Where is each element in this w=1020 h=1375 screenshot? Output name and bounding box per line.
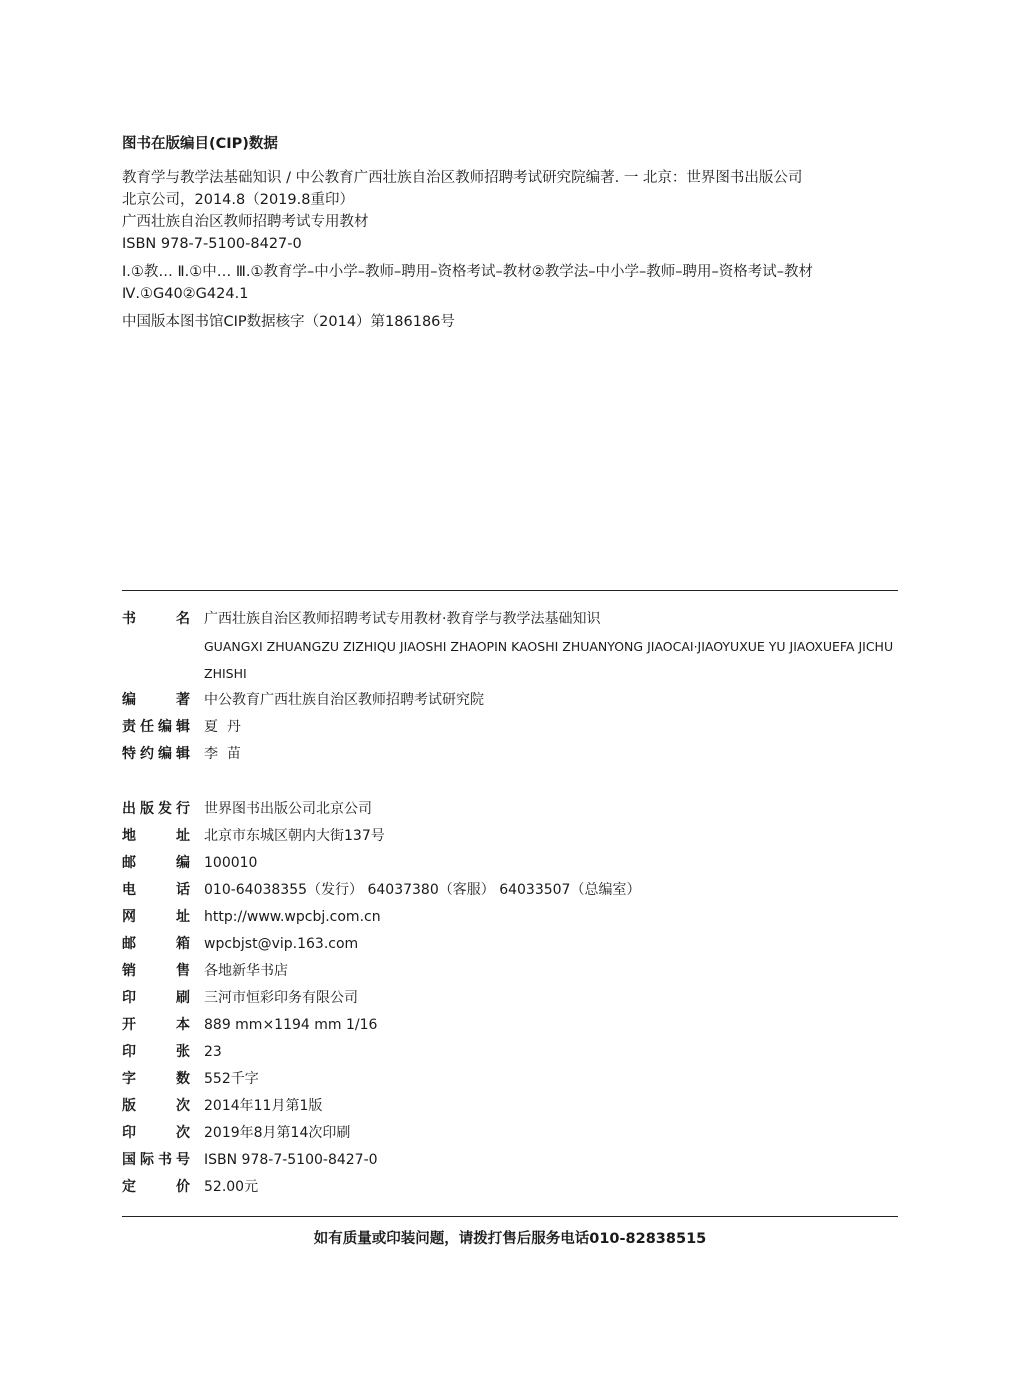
cip-title: 图书在版编目(CIP)数据 bbox=[122, 136, 278, 152]
publishing-value: 2014年11月第1版 bbox=[204, 1098, 323, 1114]
service-hotline: 如有质量或印装问题，请拨打售后服务电话010-82838515 bbox=[313, 1231, 707, 1247]
cip-record-number: 中国版本图书馆CIP数据核字（2014）第186186号 bbox=[122, 314, 455, 330]
publishing-label: 印 次 bbox=[122, 1125, 190, 1141]
publishing-row bbox=[122, 904, 898, 931]
publishing-value: 52.00元 bbox=[204, 1179, 259, 1195]
publishing-value: 100010 bbox=[204, 855, 258, 871]
publishing-row bbox=[122, 931, 898, 958]
publishing-value: 552千字 bbox=[204, 1071, 259, 1087]
publishing-row bbox=[122, 1147, 898, 1174]
publishing-label: 网 址 bbox=[122, 909, 190, 925]
publishing-row bbox=[122, 1120, 898, 1147]
cip-block bbox=[122, 133, 898, 333]
author-value: 中公教育广西壮族自治区教师招聘考试研究院 bbox=[204, 692, 484, 708]
publishing-label: 国 际 书 号 bbox=[122, 1152, 190, 1168]
publishing-label: 邮 编 bbox=[122, 855, 190, 871]
publishing-label: 邮 箱 bbox=[122, 936, 190, 952]
editor-row bbox=[122, 714, 898, 741]
publishing-label: 地 址 bbox=[122, 828, 190, 844]
special-editor-row bbox=[122, 741, 898, 768]
publishing-value: wpcbjst@vip.163.com bbox=[204, 936, 359, 952]
publishing-row bbox=[122, 1039, 898, 1066]
special-editor-value: 李 苗 bbox=[204, 746, 241, 762]
editor-label: 责 任 编 辑 bbox=[122, 719, 190, 735]
book-title-row bbox=[122, 606, 898, 687]
publishing-info bbox=[122, 796, 898, 1201]
publishing-row bbox=[122, 796, 898, 823]
publishing-row bbox=[122, 823, 898, 850]
publishing-value: ISBN 978-7-5100-8427-0 bbox=[204, 1152, 378, 1168]
publishing-label: 出 版 发 行 bbox=[122, 801, 190, 817]
publishing-row bbox=[122, 1012, 898, 1039]
publishing-value: 23 bbox=[204, 1044, 222, 1060]
publishing-label: 销 售 bbox=[122, 963, 190, 979]
publishing-row bbox=[122, 877, 898, 904]
publishing-value: 北京市东城区朝内大街137号 bbox=[204, 828, 385, 844]
author-label: 编 著 bbox=[122, 692, 190, 708]
cip-classification: Ⅰ.①教… Ⅱ.①中… Ⅲ.①教育学–中小学–教师–聘用–资格考试–教材②教学法–中小学–教师–聘用–资格考试–教材 Ⅳ.①G40②G424.1 bbox=[122, 264, 813, 302]
publishing-label: 字 数 bbox=[122, 1071, 190, 1087]
publishing-value: 各地新华书店 bbox=[204, 963, 288, 979]
cip-line-2: 北京公司，2014.8（2019.8重印） bbox=[122, 192, 354, 208]
publishing-label: 版 次 bbox=[122, 1098, 190, 1114]
publishing-row bbox=[122, 1093, 898, 1120]
special-editor-label: 特 约 编 辑 bbox=[122, 746, 190, 762]
book-title-label: 书 名 bbox=[122, 611, 190, 627]
top-divider bbox=[122, 590, 898, 591]
publishing-value: 010-64038355（发行） 64037380（客服） 64033507（总编室） bbox=[204, 882, 641, 898]
book-title-pinyin: GUANGXI ZHUANGZU ZIZHIQU JIAOSHI ZHAOPIN KAOSHI ZHUANYONG JIAOCAI·JIAOYUXUE YU JIAOXUEFA JICHU ZHISHI bbox=[204, 639, 894, 681]
publishing-value: 2019年8月第14次印刷 bbox=[204, 1125, 351, 1141]
publishing-label: 印 刷 bbox=[122, 990, 190, 1006]
bottom-divider bbox=[122, 1216, 898, 1217]
publishing-value: 889 mm×1194 mm 1/16 bbox=[204, 1017, 378, 1033]
publishing-row bbox=[122, 1066, 898, 1093]
publishing-value: 三河市恒彩印务有限公司 bbox=[204, 990, 358, 1006]
publishing-label: 定 价 bbox=[122, 1179, 190, 1195]
book-info bbox=[122, 606, 898, 768]
publishing-value: 世界图书出版公司北京公司 bbox=[204, 801, 372, 817]
publishing-row bbox=[122, 1174, 898, 1201]
cip-isbn: ISBN 978-7-5100-8427-0 bbox=[122, 236, 302, 252]
cip-line-3: 广西壮族自治区教师招聘考试专用教材 bbox=[122, 214, 369, 230]
publishing-row bbox=[122, 985, 898, 1012]
publishing-row bbox=[122, 850, 898, 877]
publishing-label: 电 话 bbox=[122, 882, 190, 898]
book-title-value: 广西壮族自治区教师招聘考试专用教材·教育学与教学法基础知识 bbox=[204, 611, 601, 627]
publishing-label: 印 张 bbox=[122, 1044, 190, 1060]
publishing-row bbox=[122, 958, 898, 985]
publishing-value: http://www.wpcbj.com.cn bbox=[204, 909, 381, 925]
publishing-label: 开 本 bbox=[122, 1017, 190, 1033]
author-row bbox=[122, 687, 898, 714]
editor-value: 夏 丹 bbox=[204, 719, 241, 735]
cip-line-1: 教育学与教学法基础知识 / 中公教育广西壮族自治区教师招聘考试研究院编著. 一 北京：世界图书出版公司 bbox=[122, 170, 803, 186]
